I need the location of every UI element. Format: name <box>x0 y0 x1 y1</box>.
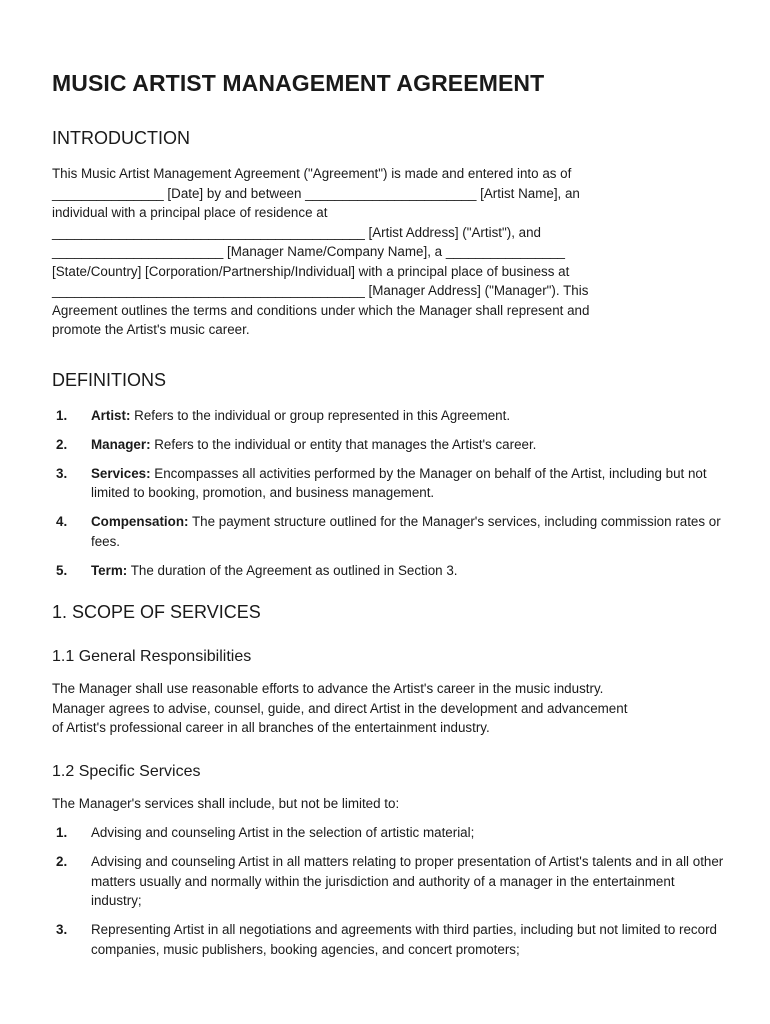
service-item <box>52 823 724 843</box>
service-number: 2. <box>56 854 68 869</box>
definition-text: Refers to the individual or group represented in this Agreement. <box>130 407 511 423</box>
service-item <box>52 852 724 911</box>
service-number: 3. <box>56 922 68 937</box>
definition-item <box>52 464 724 503</box>
general-line: Manager agrees to advise, counsel, guide, and direct Artist in the development and advancement <box>52 700 628 716</box>
scope-section <box>52 602 724 959</box>
intro-line: _______________ [Date] by and between _______________________ [Artist Name], an <box>52 185 580 201</box>
service-item <box>52 920 724 959</box>
definition-item <box>52 406 724 426</box>
definition-number: 5. <box>56 562 68 578</box>
intro-line: This Music Artist Management Agreement ("Agreement") is made and entered into as of <box>52 166 572 181</box>
specific-services-heading: 1.2 Specific Services <box>52 762 201 780</box>
intro-line: promote the Artist's music career. <box>52 322 250 337</box>
service-text: Advising and counseling Artist in the selection of artistic material; <box>91 825 475 840</box>
definitions-section <box>52 370 724 581</box>
definition-number: 2. <box>56 436 68 452</box>
definition-text: Refers to the individual or entity that manages the Artist's career. <box>150 436 537 452</box>
definition-term: Artist: <box>91 407 131 423</box>
definition-item <box>52 561 724 581</box>
definition-term: Term: <box>91 562 128 578</box>
service-number: 1. <box>56 825 68 840</box>
definition-item <box>52 512 724 551</box>
intro-line: _______________________ [Manager Name/Company Name], a ________________ <box>52 244 565 259</box>
intro-line: Agreement outlines the terms and conditions under which the Manager shall represent and <box>52 302 590 318</box>
definition-text: The payment structure outlined for the Manager's services, including commission rates or fees. <box>91 514 721 549</box>
service-text: Advising and counseling Artist in all matters relating to proper presentation of Artist's talents and in all other matters usually and normally within the jurisdiction and authority of a manager in the entertainment industry; <box>91 854 724 908</box>
general-line: The Manager shall use reasonable efforts to advance the Artist's career in the music industry. <box>52 681 604 696</box>
general-responsibilities-heading: 1.1 General Responsibilities <box>52 648 252 665</box>
definitions-heading: DEFINITIONS <box>52 369 167 390</box>
definition-number: 4. <box>56 514 68 529</box>
specific-services-list <box>52 823 724 959</box>
scope-heading: 1. SCOPE OF SERVICES <box>52 602 261 622</box>
intro-line: [State/Country] [Corporation/Partnership/Individual] with a principal place of business at <box>52 263 570 279</box>
intro-line: __________________________________________ [Artist Address] ("Artist"), and <box>52 224 541 240</box>
definition-term: Services: <box>91 465 151 481</box>
definition-text: Encompasses all activities performed by the Manager on behalf of the Artist, including but not limited to booking, promotion, and business management. <box>91 465 707 500</box>
general-line: of Artist's professional career in all branches of the entertainment industry. <box>52 720 490 735</box>
introduction-heading: INTRODUCTION <box>52 128 190 148</box>
definition-term: Manager: <box>91 436 151 452</box>
specific-services-intro: The Manager's services shall include, but not be limited to: <box>52 795 400 811</box>
general-responsibilities-paragraph <box>52 679 724 738</box>
service-text: Representing Artist in all negotiations and agreements with third parties, including but not limited to record companies, music publishers, booking agencies, and concert promoters; <box>91 922 717 957</box>
definition-item <box>52 435 724 455</box>
definition-number: 3. <box>56 465 68 481</box>
definition-term: Compensation: <box>91 514 189 529</box>
definition-text: The duration of the Agreement as outlined in Section 3. <box>127 562 458 578</box>
intro-line: __________________________________________ [Manager Address] ("Manager"). This <box>52 283 589 298</box>
definitions-list <box>52 406 724 581</box>
document-title: MUSIC ARTIST MANAGEMENT AGREEMENT <box>52 70 545 96</box>
intro-line: individual with a principal place of residence at <box>52 205 328 220</box>
introduction-section <box>52 128 724 340</box>
definition-number: 1. <box>56 407 68 423</box>
introduction-paragraph <box>52 164 724 340</box>
